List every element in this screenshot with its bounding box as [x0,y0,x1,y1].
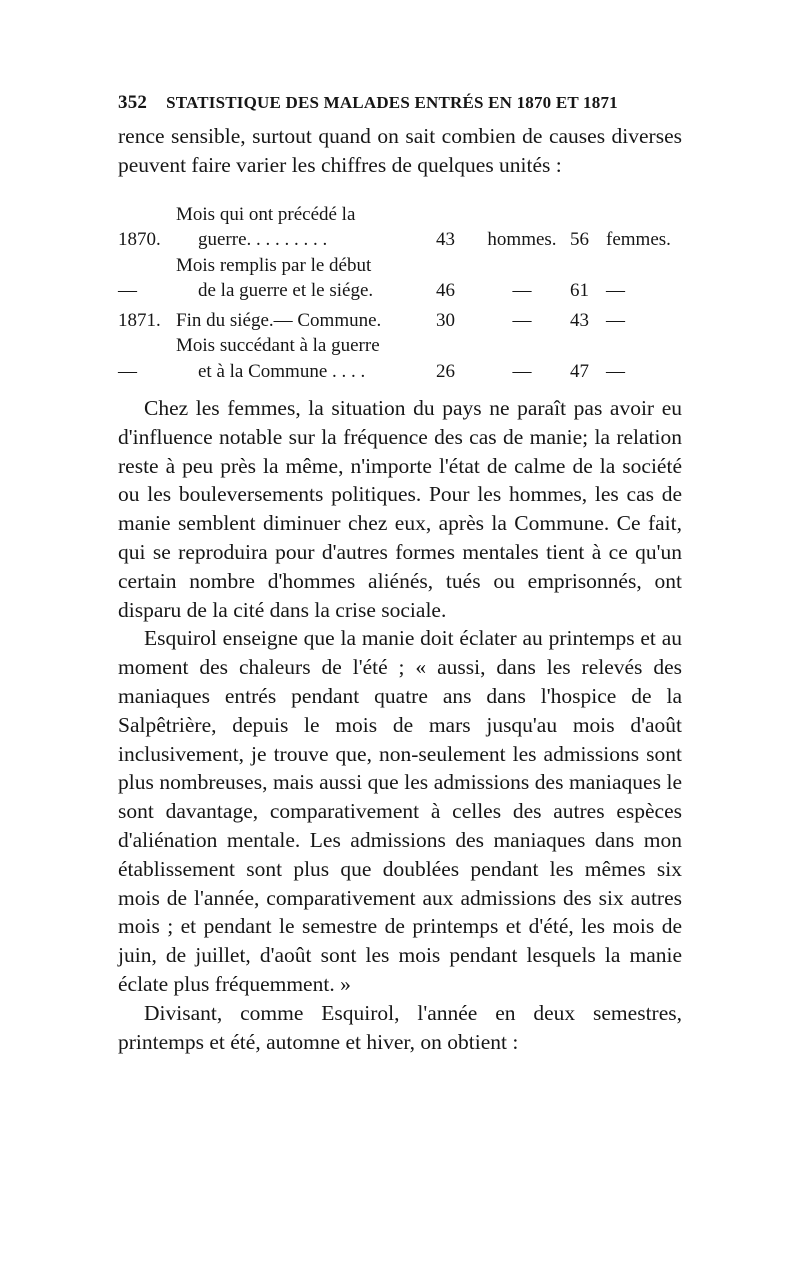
women-unit: — [606,309,625,331]
period-cell [176,333,436,384]
year-cell: 1870. [118,229,161,251]
women-count: 56 [570,229,589,251]
men-count: 43 [436,229,455,251]
table-row [118,304,682,334]
year-cell: — [118,280,137,302]
period-cell [176,253,436,304]
women-count: 47 [570,360,589,382]
period-line: et à la Commune . . . . [198,360,366,382]
admissions-table [118,202,682,385]
men-unit: — [512,360,532,382]
year-cell: 1871. [118,309,161,331]
men-unit: — [512,309,532,331]
women-count: 43 [570,309,589,331]
women-unit: — [606,360,625,382]
body-paragraph: Chez les femmes, la situation du pays ne paraît pas avoir eu d'influence notable sur la fréquence des cas de manie; la relation reste à peu près la même, n'importe l'état de calme de la société ou les bouleversements politiques. Pour les hommes, les cas de manie semblent diminuer chez eux, après la Commune. Ce fait, qui se reproduira pour d'autres formes mentales tient à ce qu'un certain nombre d'hommes aliénés, tués ou emprisonnés, ont disparu de la cité dans la crise sociale. [118,396,682,622]
women-unit: — [606,280,625,302]
table-row [118,333,682,384]
page-number: 352 [118,92,148,113]
women-count: 61 [570,280,589,302]
men-count: 46 [436,280,455,302]
table-row [118,253,682,304]
period-line: Mois remplis par le début [176,254,372,276]
men-unit: hommes. [487,229,557,251]
period-line: Fin du siége.— Commune. [176,309,382,331]
men-unit: — [512,280,532,302]
men-count: 26 [436,360,455,382]
period-line: de la guerre et le siége. [198,280,374,302]
body-paragraph: Esquirol enseigne que la manie doit éclater au printemps et au moment des chaleurs de l'été ; « aussi, dans les relevés des maniaques entrés pendant quatre ans dans l'hospice de la Salpêtrière, depuis le mois de mars jusqu'au mois d'août inclusivement, je trouve que, non-seulement les admissions sont plus nombreuses, mais aussi que les admissions des maniaques le sont davantage, comparativement à celles des autres espèces d'aliénation mentale. Les admissions des maniaques dans mon établissement sont plus que doublées pendant les mêmes six mois de l'année, comparativement aux admissions des six autres mois ; et pendant le semestre de printemps et d'été, les mois de juin, de juillet, d'août sont les mois pendant lesquels la manie éclate plus fréquemment. » [118,626,682,997]
year-cell: — [118,360,137,382]
period-cell [176,304,436,334]
period-line: guerre. . . . . . . . . [198,229,328,251]
men-count: 30 [436,309,455,331]
intro-paragraph: rence sensible, surtout quand on sait combien de causes diverses peuvent faire varier les chiffres de quelques unités : [118,124,682,177]
period-cell [176,202,436,253]
body-paragraph: Divisant, comme Esquirol, l'année en deux semestres, printemps et été, automne et hiver, on obtient : [118,1000,682,1054]
table-row [118,202,682,253]
women-unit: femmes. [606,229,671,251]
running-header [118,86,682,120]
period-line: Mois succédant à la guerre [176,335,380,357]
running-title: STATISTIQUE DES MALADES ENTRÉS EN 1870 ET 1871 [166,93,618,112]
period-line: Mois qui ont précédé la [176,203,356,225]
book-page [118,86,682,1056]
